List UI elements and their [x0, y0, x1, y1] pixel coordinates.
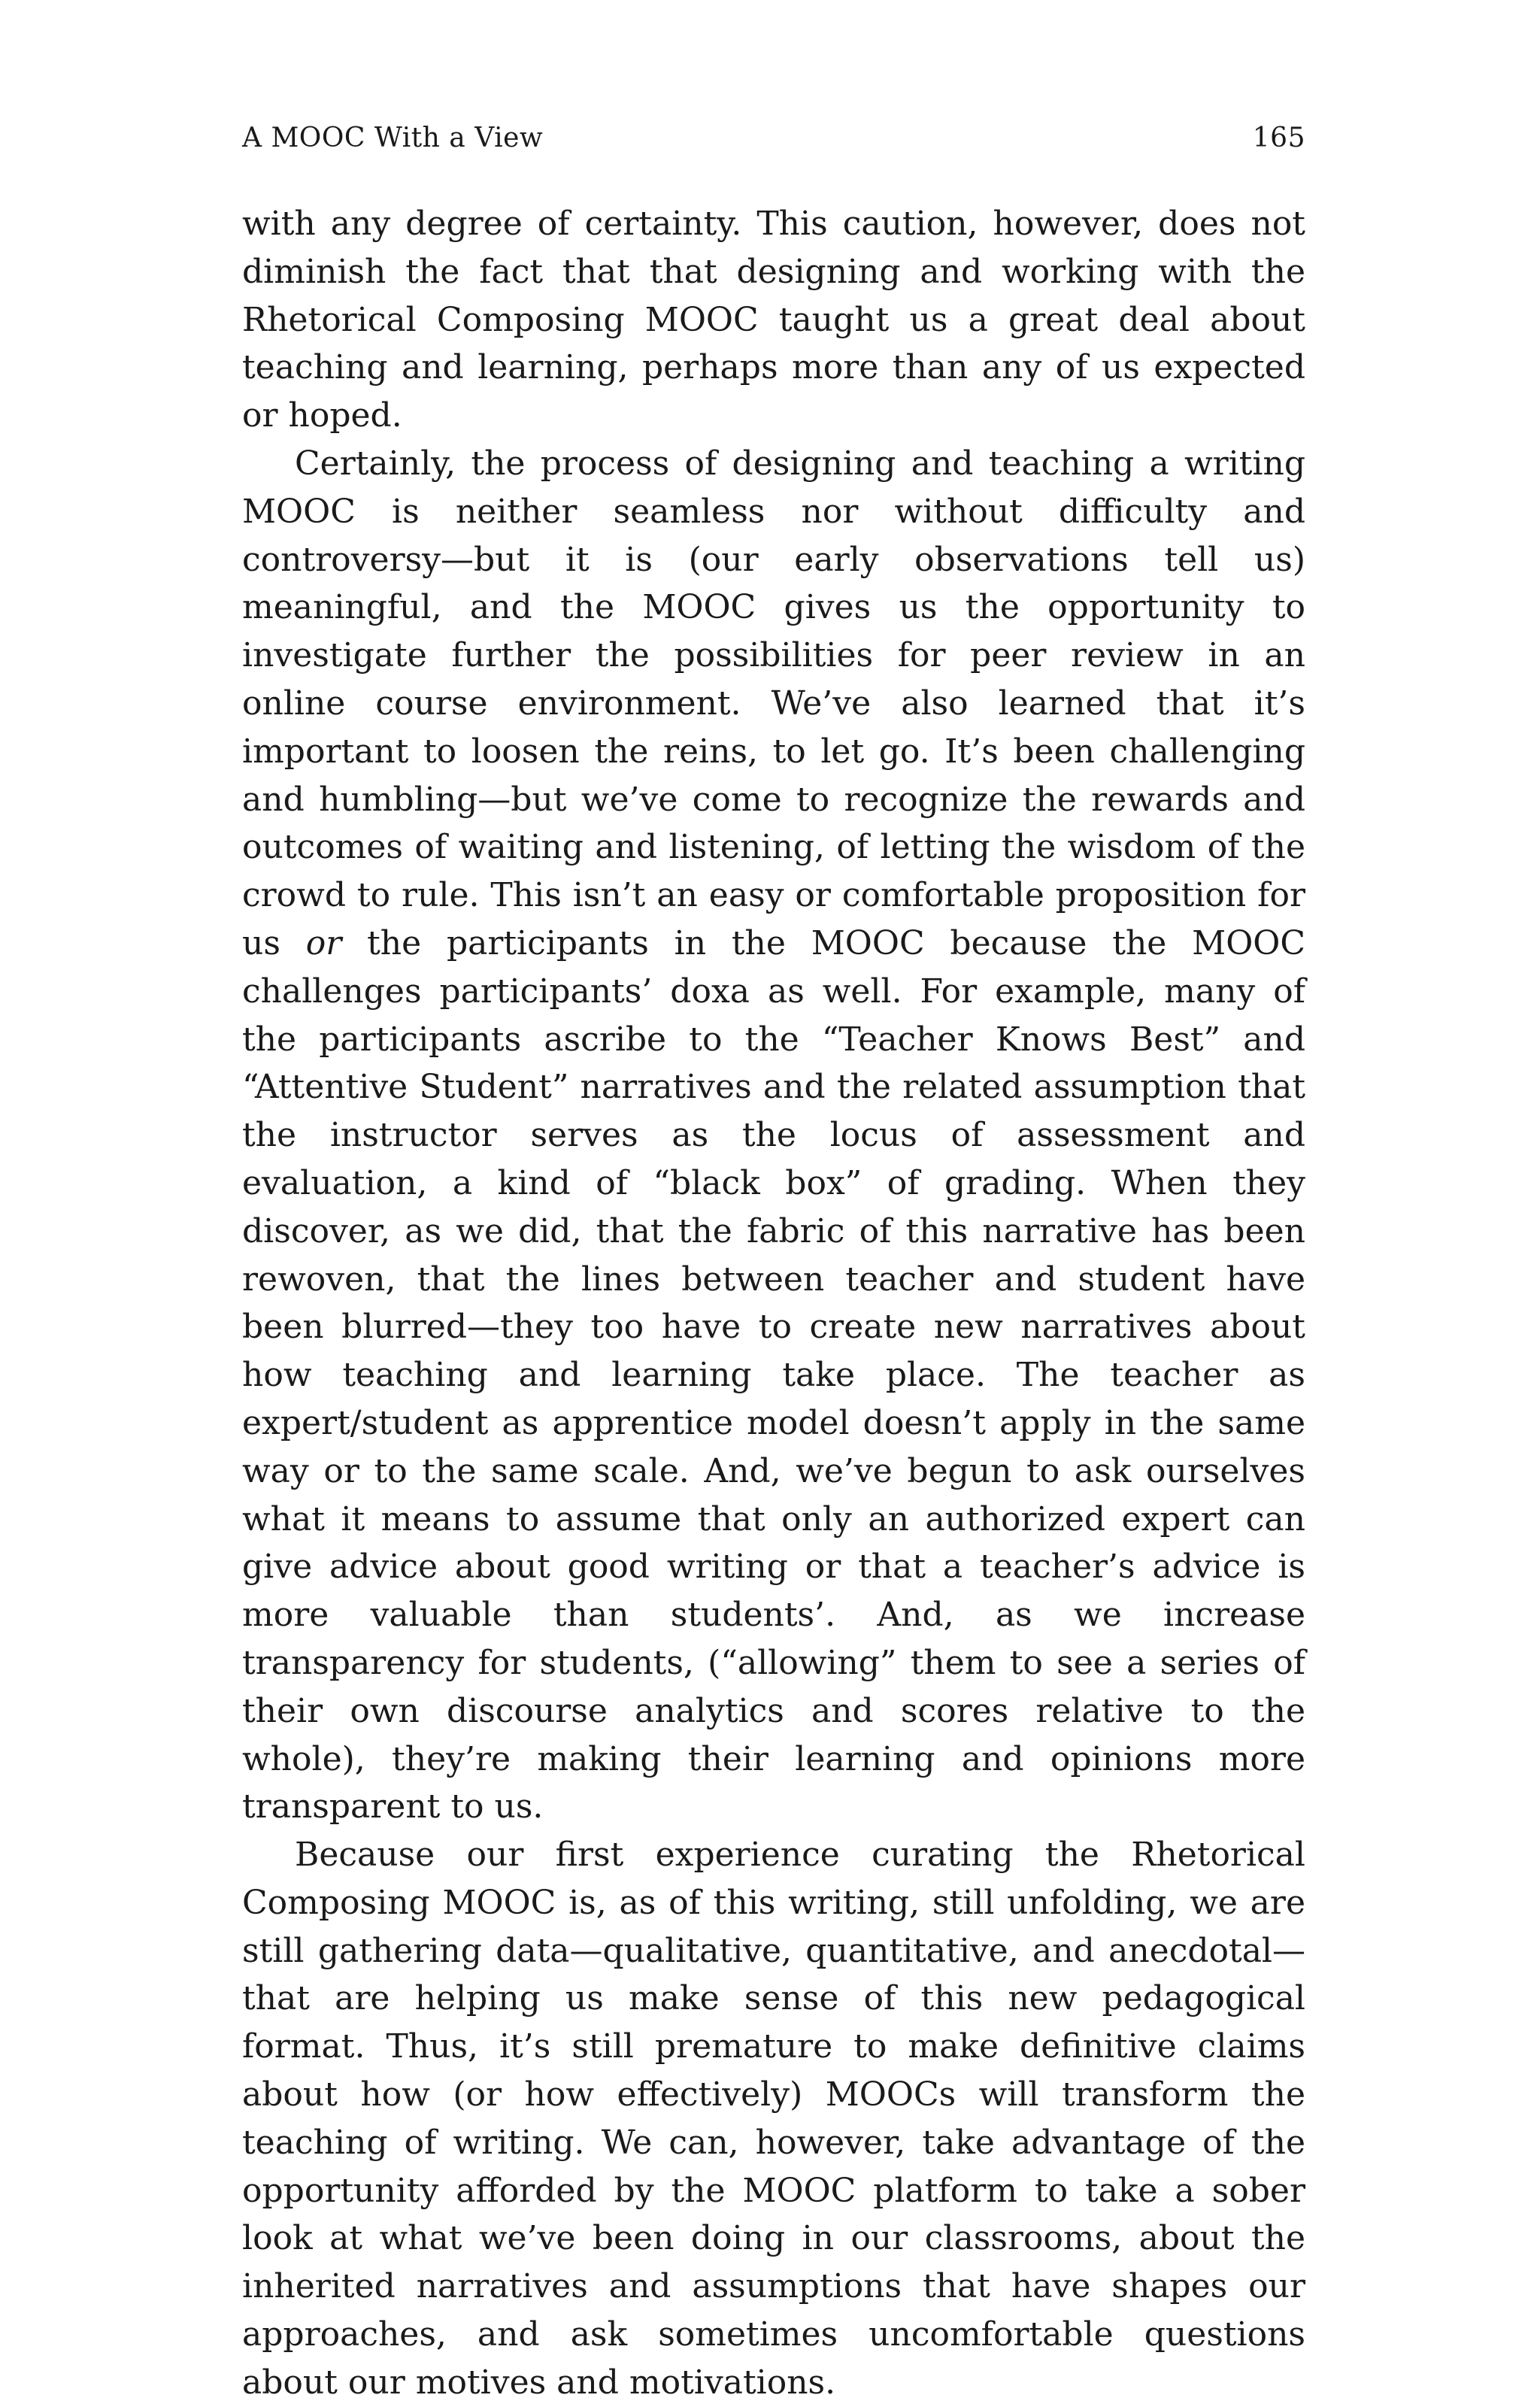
paragraph-2	[242, 440, 1305, 1831]
running-head	[242, 122, 1305, 155]
book-page	[242, 122, 1305, 2407]
page-number: 165	[1252, 123, 1305, 153]
body-text	[242, 200, 1305, 2407]
paragraph-3: Because our first experience curating the Rhetorical Composing MOOC is, as of this writing, still unfolding, we are still gathering data—qualitative, quantitative, and anecdotal—that are helping us make sense of this new pedagogical format. Thus, it’s still premature to make definitive claims about how (or how effectively) MOOCs will transform the teaching of writing. We can, however, take advantage of the opportunity afforded by the MOOC platform to take a sober look at what we’ve been doing in our classrooms, about the inherited narratives and assumptions that have shapes our approaches, and ask sometimes uncomfortable questions about our motives and motivations.	[242, 1836, 1305, 2402]
paragraph-2-text-after: the participants in the MOOC because the MOOC challenges participants’ doxa as well. For example, many of the participants ascribe to the “Teacher Knows Best” and “Attentive Student” narratives and the related assumption that the instructor serves as the locus of assessment and evaluation, a kind of “black box” of grading. When they discover, as we did, that the fabric of this narrative has been rewoven, that the lines between teacher and student have been blurred—they too have to create new narratives about how teaching and learning take place. The teacher as expert/student as apprentice model doesn’t apply in the same way or to the same scale. And, we’ve begun to ask ourselves what it means to assume that only an authorized expert can give advice about good writing or that a teacher’s advice is more valuable than students’. And, as we increase transparency for students, (“allowing” them to see a series of their own discourse analytics and scores relative to the whole), they’re making their learning and opinions more transparent to us.	[242, 923, 1306, 1826]
paragraph-2-emphasis: or	[305, 923, 342, 962]
running-head-title: A MOOC With a View	[242, 123, 544, 153]
paragraph-2-text-before: Certainly, the process of designing and teaching a writing MOOC is neither seamless nor without difficulty and controversy—but it is (our early observations tell us) meaningful, and the MOOC gives us the opportunity to investigate further the possibilities for peer review in an online course environment. We’ve also learned that it’s important to loosen the reins, to let go. It’s been challenging and humbling—but we’ve come to recognize the rewards and outcomes of waiting and listening, of letting the wisdom of the crowd to rule. This isn’t an easy or comfortable proposition for us	[242, 444, 1305, 962]
paragraph-1: with any degree of certainty. This caution, however, does not diminish the fact that that designing and working with the Rhetorical Composing MOOC taught us a great deal about teaching and learning, perhaps more than any of us expected or hoped.	[242, 205, 1305, 435]
